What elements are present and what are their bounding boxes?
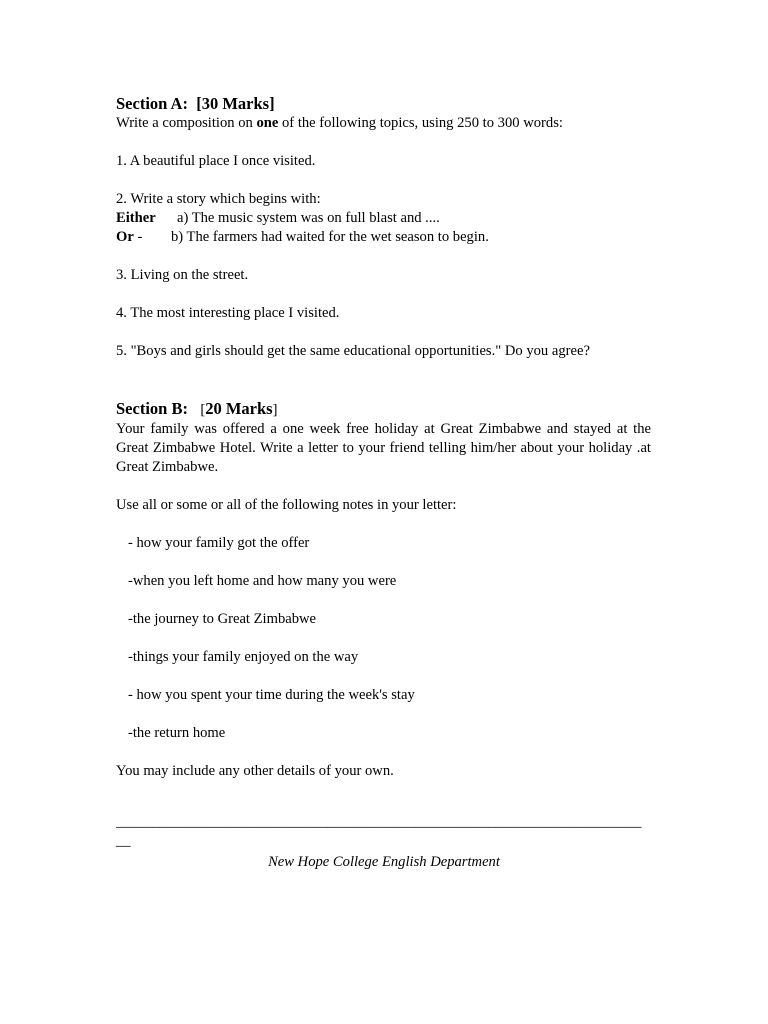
closing-line: You may include any other details of your own. — [116, 763, 394, 779]
section-b-bracket-close: ] — [272, 402, 278, 418]
either-row — [116, 209, 651, 228]
section-a-heading — [116, 94, 651, 114]
or-label-group — [116, 228, 171, 247]
instruction-text-end: of the following topics, using 250 to 300 words: — [278, 115, 563, 131]
topic-1: 1. A beautiful place I once visited. — [116, 153, 316, 169]
or-row — [116, 228, 651, 247]
section-b-paragraph: Your family was offered a one week free holiday at Great Zimbabwe and stayed at the Great Zimbabwe Hotel. Write a letter to your friend telling him/her about your holiday .at Great Zimbabwe. — [116, 421, 651, 475]
footer-department: New Hope College English Department — [268, 854, 500, 870]
topic-4: 4. The most interesting place I visited. — [116, 305, 340, 321]
note-item: -the return home — [128, 725, 226, 741]
section-a-title: Section A: — [116, 94, 188, 113]
section-b-bracket-open: [ — [200, 402, 206, 418]
footer-rule-continuation: __ — [116, 833, 131, 849]
notes-intro: Use all or some or all of the following notes in your letter: — [116, 497, 457, 513]
footer-rule: ________________________________________________________________________ — [116, 814, 642, 830]
either-label: Either — [116, 210, 156, 226]
section-b-marks: 20 Marks — [205, 399, 273, 418]
note-item: - how your family got the offer — [128, 535, 310, 551]
section-a-marks: [30 Marks] — [196, 94, 275, 113]
note-item: -when you left home and how many you were — [128, 573, 397, 589]
topic-5: 5. "Boys and girls should get the same educational opportunities." Do you agree? — [116, 343, 590, 359]
either-option: a) The music system was on full blast and .... — [177, 210, 440, 226]
section-b-heading — [116, 399, 651, 420]
or-dash: - — [133, 229, 143, 245]
note-item: -things your family enjoyed on the way — [128, 649, 359, 665]
section-a-instruction — [116, 114, 651, 133]
topic-3: 3. Living on the street. — [116, 267, 249, 283]
document-page — [116, 94, 651, 781]
topic-2: 2. Write a story which begins with: — [116, 191, 321, 207]
note-item: -the journey to Great Zimbabwe — [128, 611, 317, 627]
note-item: - how you spent your time during the week's stay — [128, 687, 415, 703]
instruction-text-start: Write a composition on — [116, 115, 257, 131]
instruction-emphasis: one — [256, 115, 279, 131]
section-b-title: Section B: — [116, 399, 188, 418]
or-option: b) The farmers had waited for the wet season to begin. — [171, 229, 489, 245]
or-label: Or — [116, 229, 134, 245]
